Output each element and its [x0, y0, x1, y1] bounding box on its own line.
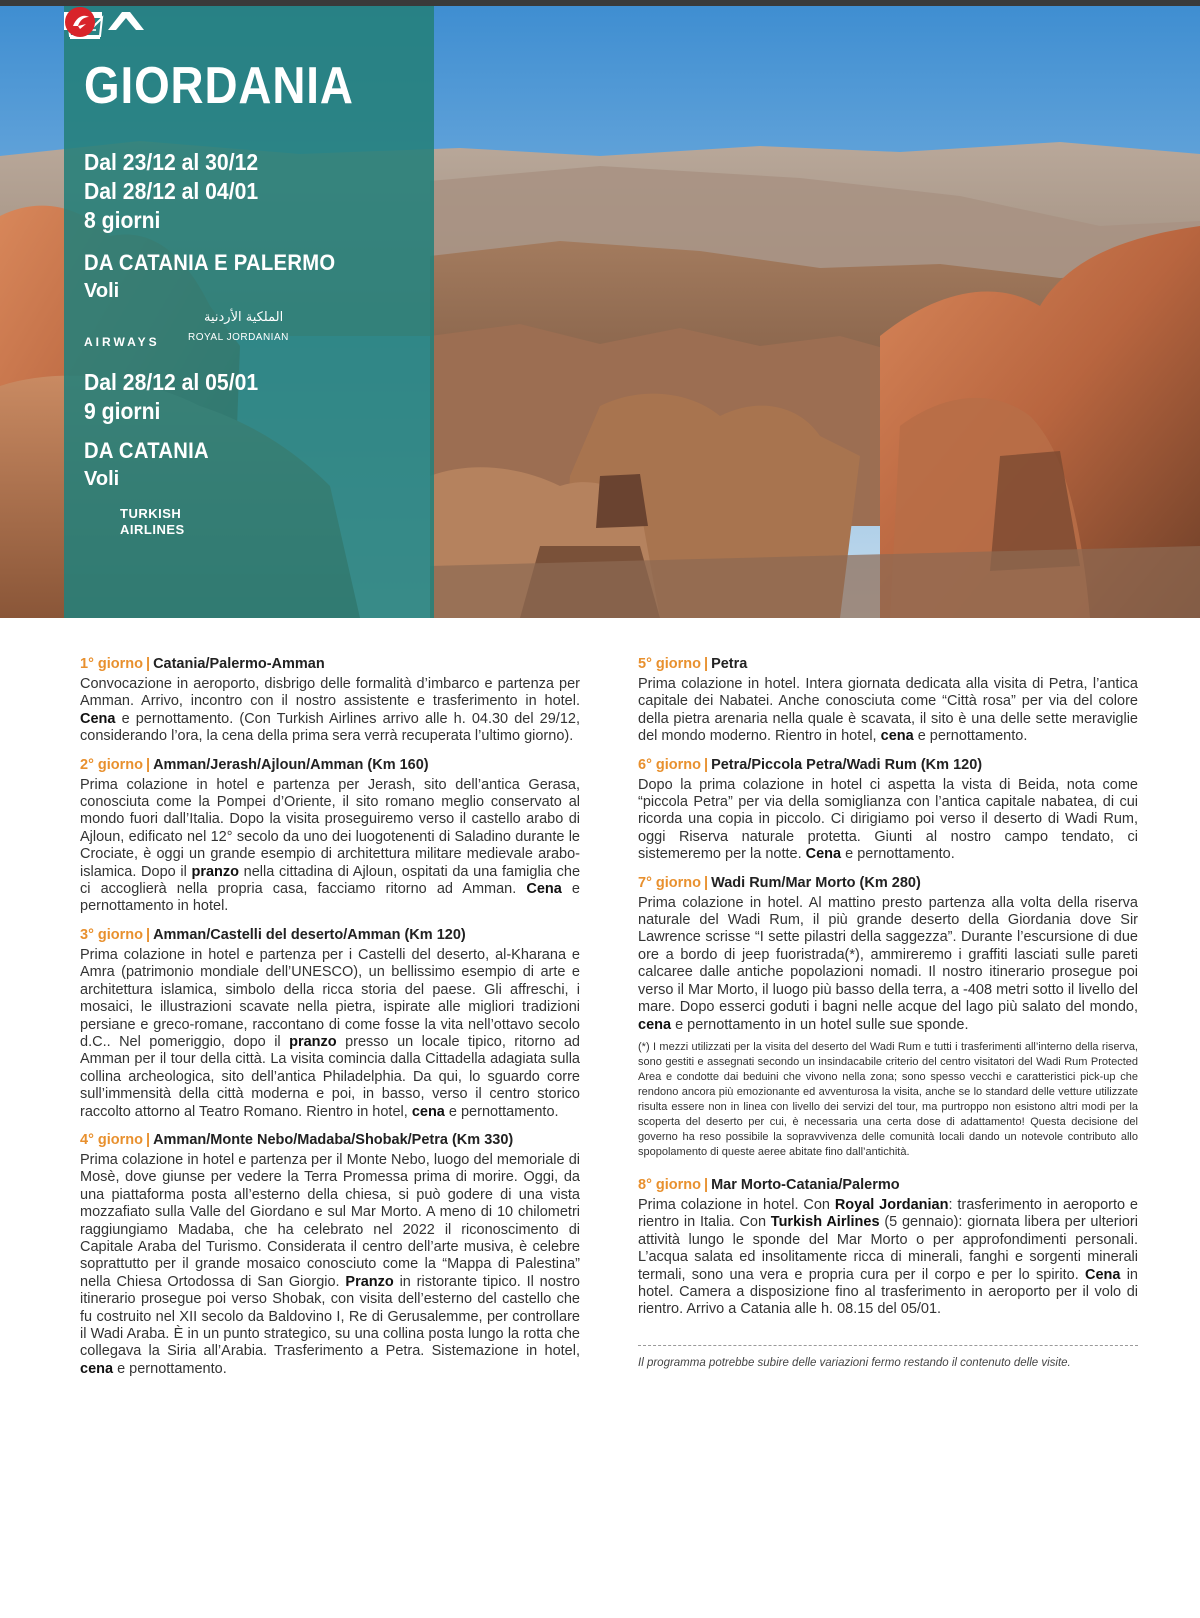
- meal-highlight: cena: [638, 1016, 672, 1033]
- day-number: 3° giorno: [80, 926, 143, 943]
- day-number: 1° giorno: [80, 656, 143, 672]
- turkish-airlines-label-line-1: TURKISH: [120, 506, 182, 521]
- meal-highlight: Pranzo: [345, 1273, 394, 1290]
- itinerary-column-left: [80, 655, 580, 1388]
- day-separator: |: [146, 756, 151, 773]
- day-number: 7° giorno: [638, 874, 701, 891]
- day-description: [80, 947, 580, 1121]
- meal-highlight: cena: [880, 728, 914, 745]
- day-separator: |: [704, 656, 709, 672]
- description-text: e pernottamento in hotel.: [80, 881, 580, 915]
- day-route-title: Petra: [711, 656, 748, 672]
- day-heading: [638, 756, 1138, 775]
- day-number: 5° giorno: [638, 656, 701, 672]
- description-text: in ristorante tipico. Il nostro itinerario prosegue poi verso Shobak, con visita dell’esterno del castello che fu costruito nel XII secolo da Baldovino I, Re di Gerusalemme, per controllare il Wadi Araba. È in un punto strategico, su una collina posta lungo la rotta che collegava la Siria all’Arabia. Trasferimento a Petra. Sistemazione in hotel,: [80, 1273, 580, 1360]
- day-heading: [80, 756, 580, 775]
- description-text: Prima colazione in hotel. Con: [638, 1196, 835, 1213]
- day-8: [638, 1176, 1138, 1319]
- royal-jordanian-arabic-label: الملكية الأردنية: [204, 310, 284, 325]
- day-separator: |: [704, 756, 709, 773]
- day-description: [80, 777, 580, 916]
- day-route-title: Amman/Monte Nebo/Madaba/Shobak/Petra (Km 330): [153, 1131, 514, 1148]
- meal-highlight: Cena: [1084, 1266, 1121, 1283]
- day-separator: |: [704, 1176, 709, 1193]
- country-title: GIORDANIA: [84, 57, 354, 115]
- day-1: [80, 655, 580, 746]
- description-text: nella cittadina di Ajloun, ospitati da una famiglia che ci accoglierà nella propria casa, facciamo ritorno ad Amman.: [80, 863, 581, 898]
- meal-highlight: Turkish Airlines: [770, 1214, 880, 1231]
- day-route-title: Wadi Rum/Mar Morto (Km 280): [711, 874, 921, 891]
- hero-section: [0, 6, 1200, 618]
- meal-highlight: pranzo: [289, 1033, 337, 1050]
- day-description: [638, 777, 1138, 864]
- period-a-line-2: Dal 28/12 al 04/01: [84, 178, 259, 204]
- day-2: [80, 756, 580, 916]
- day-separator: |: [146, 656, 151, 672]
- ita-airways-label: AIRWAYS: [84, 335, 160, 349]
- meal-highlight: Cena: [805, 846, 842, 863]
- period-a-line-1: Dal 23/12 al 30/12: [84, 149, 259, 175]
- day-separator: |: [146, 926, 151, 943]
- day-number: 6° giorno: [638, 756, 701, 773]
- description-text: Convocazione in aeroporto, disbrigo delle formalità d’imbarco e partenza per Amman. Arrivo, incontro con il nostro assistente e trasferimento in hotel.: [80, 676, 580, 710]
- royal-jordanian-label: ROYAL JORDANIAN: [188, 332, 289, 343]
- day-heading: [80, 926, 580, 945]
- description-text: Prima colazione in hotel e partenza per il Monte Nebo, luogo del memoriale di Mosè, dove giunse per vedere la Terra Promessa prima di morire. Oggi, da una piattaforma posta all’esterno della chiesa, si può godere di una vista mozzafiato sulla Valle del Giordano e sul Mar Morto. A meno di 10 chilometri raggiungiamo Madaba, che ha celebrato nel 2022 il riconoscimento di Capitale Araba del Turismo. Considerata il centro dell’arte musiva, è celebre soprattutto per il grande mosaico conosciuto come la “Mappa di Palestina” nella Chiesa Ortodossa di San Giorgio.: [80, 1151, 580, 1290]
- period-b-line-1: Dal 28/12 al 05/01: [84, 369, 259, 395]
- day-route-title: Mar Morto-Catania/Palermo: [711, 1176, 900, 1193]
- description-text: e pernottamento. (Con Turkish Airlines arrivo alle h. 04.30 del 29/12, considerando l’ora, la cena della prima sera verrà recuperata l’ultimo giorno).: [80, 710, 580, 745]
- turkish-airlines-logo-icon: [64, 6, 96, 38]
- day-3: [80, 926, 580, 1121]
- description-text: e pernottamento.: [444, 1103, 559, 1120]
- day-description: [80, 676, 580, 746]
- trip-info-panel: [64, 6, 434, 618]
- meal-highlight: cena: [80, 1360, 114, 1377]
- duration-a: 8 giorni: [84, 207, 161, 233]
- day-description: [638, 1197, 1138, 1319]
- description-text: Prima colazione in hotel. Al mattino presto partenza alla volta della riserva naturale del Wadi Rum, il più grande deserto della Giordania dove Sir Lawrence scrisse “I sette pilastri della saggezza”. Durante l’escursione di due ore a bordo di jeep fuoristrada(*), ammireremo i graffiti lasciati sulle pareti calcaree dalle antiche popolazioni nomadi. Il nostro itinerario prosegue poi verso il Mar Morto, il luogo più basso della terra, a -408 metri sotto il livello del mare. Dopo esserci goduti i bagni nelle acque del lago più salato del mondo,: [638, 894, 1138, 1016]
- description-text: Prima colazione in hotel e partenza per i Castelli del deserto, al-Kharana e Amra (patrimonio mondiale dell’UNESCO), un bellissimo esempio di arte e architettura islamica, simbolo della ricca storia del paese. Gli affreschi, i mosaici, le illustrazioni scavate nella pietra, ispirate alle migliori tradizioni persiane e greco-romane, raccontano di come fosse la vita nell’ottavo secolo d.C.. Nel pomeriggio, dopo il: [80, 946, 580, 1050]
- day-route-title: Catania/Palermo-Amman: [153, 656, 325, 672]
- day-number: 2° giorno: [80, 756, 143, 773]
- day-heading: [638, 874, 1138, 893]
- day-description: [638, 895, 1138, 1034]
- day-7: [638, 874, 1138, 1160]
- description-text: Prima colazione in hotel e partenza per Jerash, sito dell’antica Gerasa, conosciuta come la Pompei d’Oriente, il sito romano meglio conservato al mondo fuori dall’Italia. Dopo la visita proseguiremo verso il castello arabo di Ajloun, edificato nel 12° secolo da uno dei luogotenenti di Saladino durante le Crociate, è oggi un grande esempio di architettura militare medievale arabo-islamica. Dopo il: [80, 776, 580, 880]
- day-route-title: Petra/Piccola Petra/Wadi Rum (Km 120): [711, 756, 983, 773]
- meal-highlight: Royal Jordanian: [834, 1196, 949, 1213]
- turkish-airlines-label-line-2: AIRLINES: [120, 522, 185, 537]
- departure-b: DA CATANIA: [84, 438, 209, 463]
- day-number: 4° giorno: [80, 1131, 143, 1148]
- description-text: e pernottamento.: [841, 846, 955, 863]
- day-separator: |: [146, 1131, 151, 1148]
- day-5: [638, 655, 1138, 746]
- flights-label-a: Voli: [84, 280, 120, 302]
- itinerary-column-right: [638, 655, 1138, 1371]
- day-6: [638, 756, 1138, 864]
- meal-highlight: Cena: [80, 710, 116, 727]
- flights-label-b: Voli: [84, 468, 120, 490]
- description-text: e pernottamento in un hotel sulle sue sponde.: [671, 1016, 969, 1033]
- meal-highlight: cena: [411, 1103, 445, 1120]
- description-text: e pernottamento.: [913, 728, 1028, 745]
- day-heading: [638, 1176, 1138, 1195]
- day-route-title: Amman/Jerash/Ajloun/Amman (Km 160): [153, 756, 429, 773]
- day-4: [80, 1131, 580, 1378]
- day-route-title: Amman/Castelli del deserto/Amman (Km 120): [153, 926, 466, 943]
- day-description: [638, 676, 1138, 746]
- wadi-rum-footnote: (*) I mezzi utilizzati per la visita del deserto del Wadi Rum e tutti i trasferimenti all’interno della riserva, sono gestiti e assegnati secondo un insindacabile criterio del centro visitatori del Wadi Rum Protected Area e condotte dai beduini che vivono nella zona; sono spesso vecchi e caratteristici pick-up che rendono ancora più emozionante ed avventurosa la visita, anche se lo standard delle vetture utilizzate risulta essere non in linea con livello dei servizi del tour, ma purtroppo non esistono altri modi per la scoperta del deserto per cui, è necessaria una certa dose di adattamento! Questa decisione del governo ha reso possibile la sopravvivenza delle comunità locali dando un notevole contributo allo spopolamento di queste aeree abitate fino dall’antichità.: [638, 1040, 1138, 1158]
- description-text: presso un locale tipico, ritorno ad Amman per il tour della città. La visita comincia dalla Cittadella adagiata sulla collina archeologica, sito dell’antica Philadelphia. Da qui, lo sguardo corre sull’immensità della città moderna e poi, in basso, verso il centro storico raccolto attorno al Teatro Romano. Rientro in hotel,: [80, 1033, 580, 1120]
- description-text: e pernottamento.: [113, 1360, 227, 1377]
- departure-a: DA CATANIA E PALERMO: [84, 250, 336, 275]
- duration-b: 9 giorni: [84, 398, 161, 424]
- description-text: in hotel. Camera a disposizione fino al trasferimento in aeroporto per il volo di rientro. Arrivo a Catania alle h. 08.15 del 05/01.: [638, 1266, 1138, 1318]
- day-description: [80, 1152, 580, 1378]
- day-heading: [638, 655, 1138, 674]
- day-heading: [80, 1131, 580, 1150]
- day-number: 8° giorno: [638, 1176, 701, 1193]
- description-text: Dopo la prima colazione in hotel ci aspetta la vista di Beida, nota come “piccola Petra” per via della somiglianza con l’antica capitale nabatea, di cui ricorda una copia in piccolo. Ci dirigiamo poi verso il deserto di Wadi Rum, oggi Riserva naturale protetta. Giunti al nostro campo tendato, ci sistemeremo per la notte.: [638, 776, 1138, 863]
- program-disclaimer: Il programma potrebbe subire delle variazioni fermo restando il contenuto delle visite.: [638, 1345, 1138, 1371]
- description-text: (5 gennaio): giornata libera per ulteriori attività lungo le sponde del Mar Morto o per approfondimenti personali. L’acqua salata ed insolitamente ricca di minerali, fanghi e sorgenti minerali termali, sono una vera e propria cura per il corpo e per lo spirito.: [638, 1214, 1138, 1283]
- day-heading: [80, 655, 580, 674]
- meal-highlight: pranzo: [191, 863, 240, 880]
- meal-highlight: Cena: [526, 881, 562, 898]
- turkish-airlines-label: [120, 506, 185, 538]
- description-text: : trasferimento in aeroporto e rientro in Italia. Con: [638, 1196, 1138, 1231]
- description-text: Prima colazione in hotel. Intera giornata dedicata alla visita di Petra, l’antica capitale dei Nabatei. Anche conosciuta come “Città rosa” per via del colore della pietra arenaria nella quale è scavata, il sito è una delle sette meraviglie del mondo moderno. Rientro in hotel,: [638, 676, 1138, 745]
- day-separator: |: [704, 874, 709, 891]
